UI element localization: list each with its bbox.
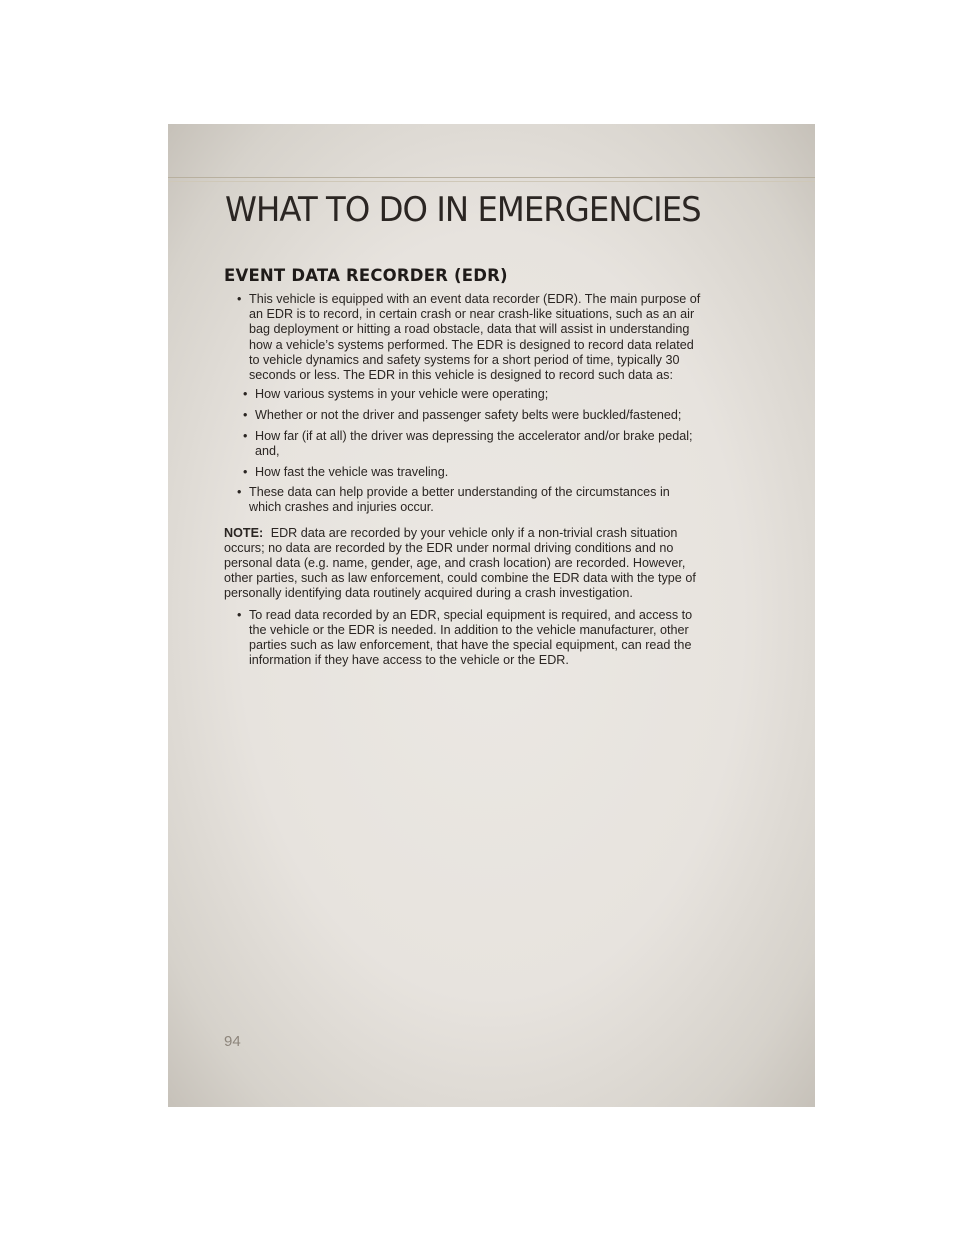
sub-bullet-safety-belts: • Whether or not the driver and passenger safety belts were buckled/fastened; bbox=[224, 408, 704, 423]
header-rule-secondary bbox=[168, 181, 815, 182]
sub-bullet-pedals: • How far (if at all) the driver was depressing the accelerator and/or brake pedal; and, bbox=[224, 429, 704, 459]
section-body bbox=[224, 292, 704, 668]
manual-page bbox=[168, 124, 815, 1107]
header-rule bbox=[168, 177, 815, 178]
read-data-bullet: • To read data recorded by an EDR, special equipment is required, and access to the vehicle or the EDR is needed. In addition to the vehicle manufacturer, other parties such as law enforcement, that have the special equipment, can read the information if they have access to the vehicle or the EDR. bbox=[224, 608, 704, 669]
sub-bullet-systems: • How various systems in your vehicle were operating; bbox=[224, 387, 704, 402]
section-title: EVENT DATA RECORDER (EDR) bbox=[224, 266, 508, 285]
understanding-bullet: • These data can help provide a better understanding of the circumstances in which crashes and injuries occur. bbox=[224, 485, 704, 515]
note-paragraph bbox=[224, 526, 704, 602]
note-text: EDR data are recorded by your vehicle only if a non-trivial crash situation occurs; no data are recorded by the EDR under normal driving conditions and no personal data (e.g. name, gender, age, and crash location) are recorded. However, other parties, such as law enforcement, could combine the EDR data with the type of personally identifying data routinely acquired during a crash investigation. bbox=[224, 525, 696, 601]
note-label: NOTE: bbox=[224, 525, 264, 540]
chapter-title: WHAT TO DO IN EMERGENCIES bbox=[225, 190, 701, 230]
intro-bullet: • This vehicle is equipped with an event data recorder (EDR). The main purpose of an EDR is to record, in certain crash or near crash-like situations, such as an air bag deployment or hitting a road obstacle, data that will assist in understanding how a vehicle’s systems performed. The EDR is designed to record data related to vehicle dynamics and safety systems for a short period of time, typically 30 seconds or less. The EDR in this vehicle is designed to record such data as: bbox=[224, 292, 704, 383]
sub-bullet-speed: • How fast the vehicle was traveling. bbox=[224, 465, 704, 480]
page-number: 94 bbox=[224, 1033, 241, 1050]
